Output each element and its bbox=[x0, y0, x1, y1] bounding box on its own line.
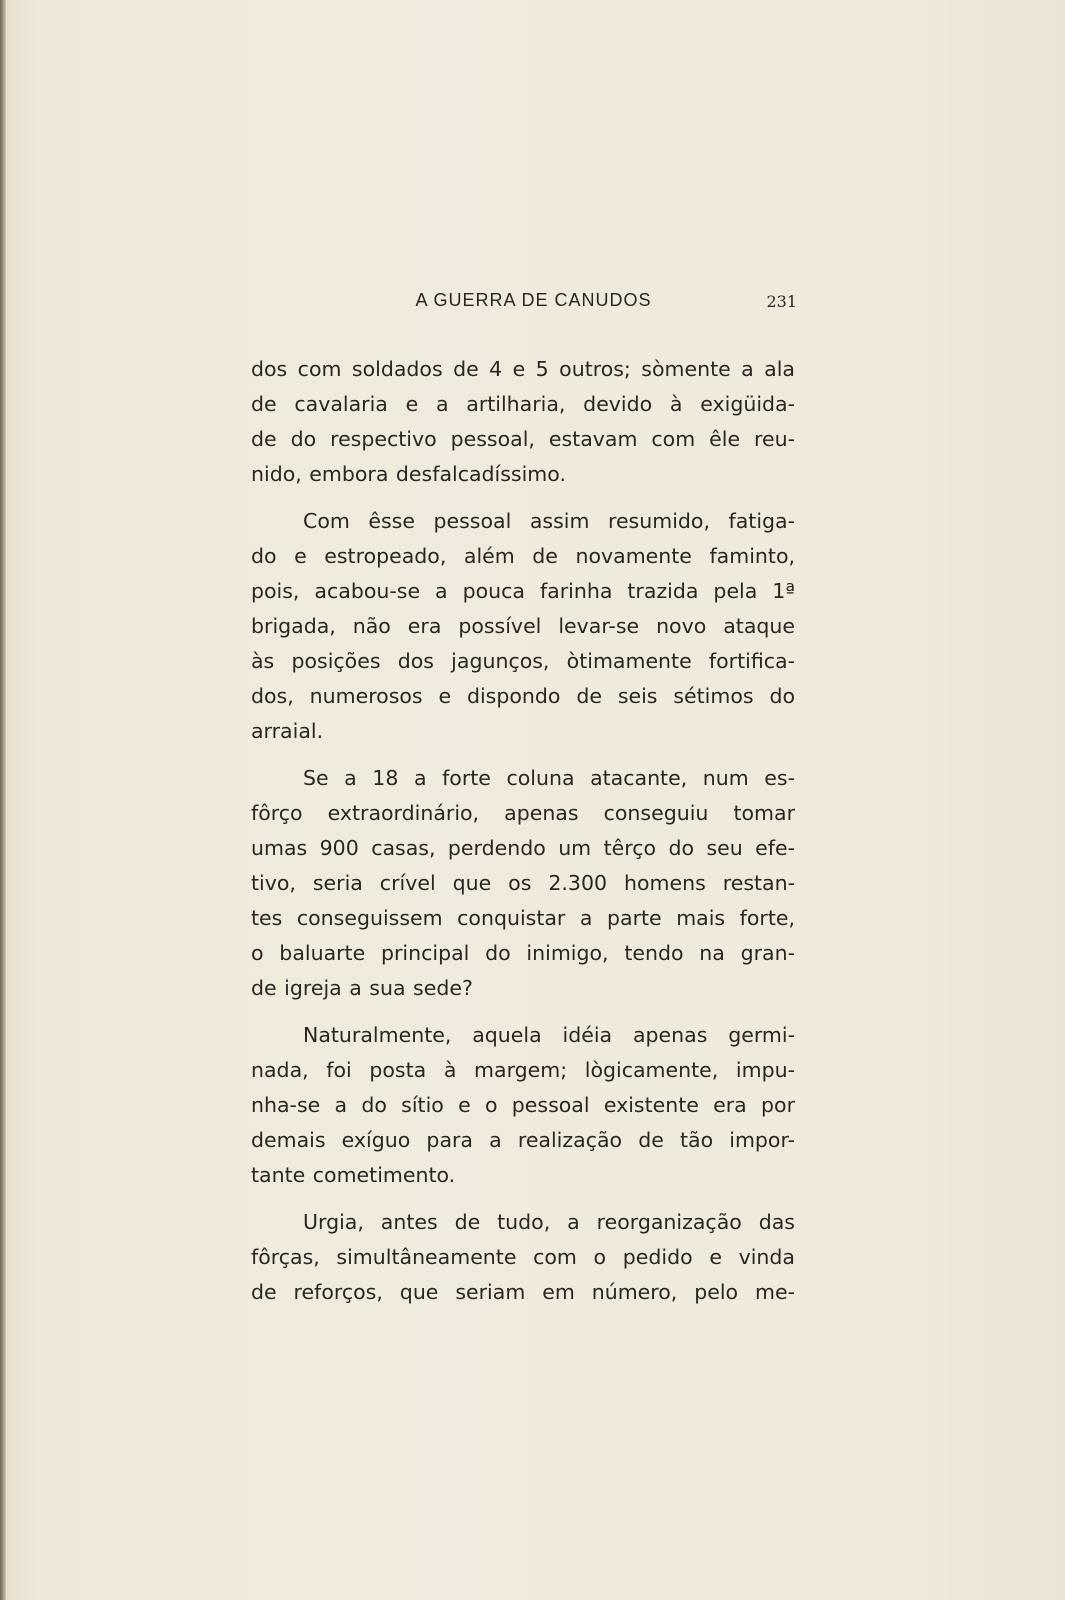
text-line: de cavalaria e a artilharia, devido à exigüida- bbox=[251, 392, 795, 416]
text-line: Naturalmente, aquela idéia apenas germi- bbox=[303, 1023, 795, 1047]
page-spine-shadow bbox=[0, 0, 6, 1600]
paragraph bbox=[251, 504, 795, 749]
paragraph bbox=[251, 352, 795, 492]
text-line: nha-se a do sítio e o pessoal existente era por bbox=[251, 1093, 795, 1117]
text-line: de reforços, que seriam em número, pelo me- bbox=[251, 1280, 795, 1304]
page-header bbox=[250, 290, 797, 320]
text-line: arraial. bbox=[251, 719, 324, 743]
running-title: A GUERRA DE CANUDOS bbox=[415, 290, 652, 310]
text-line: fôrças, simultâneamente com o pedido e vinda bbox=[251, 1245, 795, 1269]
text-line: dos, numerosos e dispondo de seis sétimos do bbox=[251, 684, 795, 708]
text-line: do e estropeado, além de novamente faminto, bbox=[251, 544, 795, 568]
text-line: de igreja a sua sede? bbox=[251, 976, 473, 1000]
paragraph bbox=[251, 1018, 795, 1193]
text-line: nada, foi posta à margem; lògicamente, impu- bbox=[251, 1058, 795, 1082]
text-line: o baluarte principal do inimigo, tendo na gran- bbox=[251, 941, 795, 965]
text-line: pois, acabou-se a pouca farinha trazida pela 1ª bbox=[251, 579, 795, 603]
paragraph bbox=[251, 761, 795, 1006]
text-line: fôrço extraordinário, apenas conseguiu tomar bbox=[251, 801, 795, 825]
paragraph bbox=[251, 1205, 795, 1310]
text-line: nido, embora desfalcadíssimo. bbox=[251, 462, 566, 486]
text-line: Se a 18 a forte coluna atacante, num es- bbox=[303, 766, 795, 790]
text-line: brigada, não era possível levar-se novo ataque bbox=[251, 614, 795, 638]
page-number: 231 bbox=[766, 292, 797, 311]
text-line: dos com soldados de 4 e 5 outros; sòmente a ala bbox=[251, 357, 795, 381]
text-line: tivo, seria crível que os 2.300 homens restan- bbox=[251, 871, 795, 895]
text-line: tes conseguissem conquistar a parte mais forte, bbox=[251, 906, 795, 930]
text-line: de do respectivo pessoal, estavam com êle reu- bbox=[251, 427, 795, 451]
text-line: tante cometimento. bbox=[251, 1163, 456, 1187]
text-line: às posições dos jagunços, òtimamente fortifica- bbox=[251, 649, 795, 673]
text-line: Com êsse pessoal assim resumido, fatiga- bbox=[303, 509, 795, 533]
text-line: demais exíguo para a realização de tão impor- bbox=[251, 1128, 795, 1152]
text-line: Urgia, antes de tudo, a reorganização das bbox=[303, 1210, 795, 1234]
body-text bbox=[251, 352, 795, 1310]
text-line: umas 900 casas, perdendo um têrço do seu efe- bbox=[251, 836, 795, 860]
